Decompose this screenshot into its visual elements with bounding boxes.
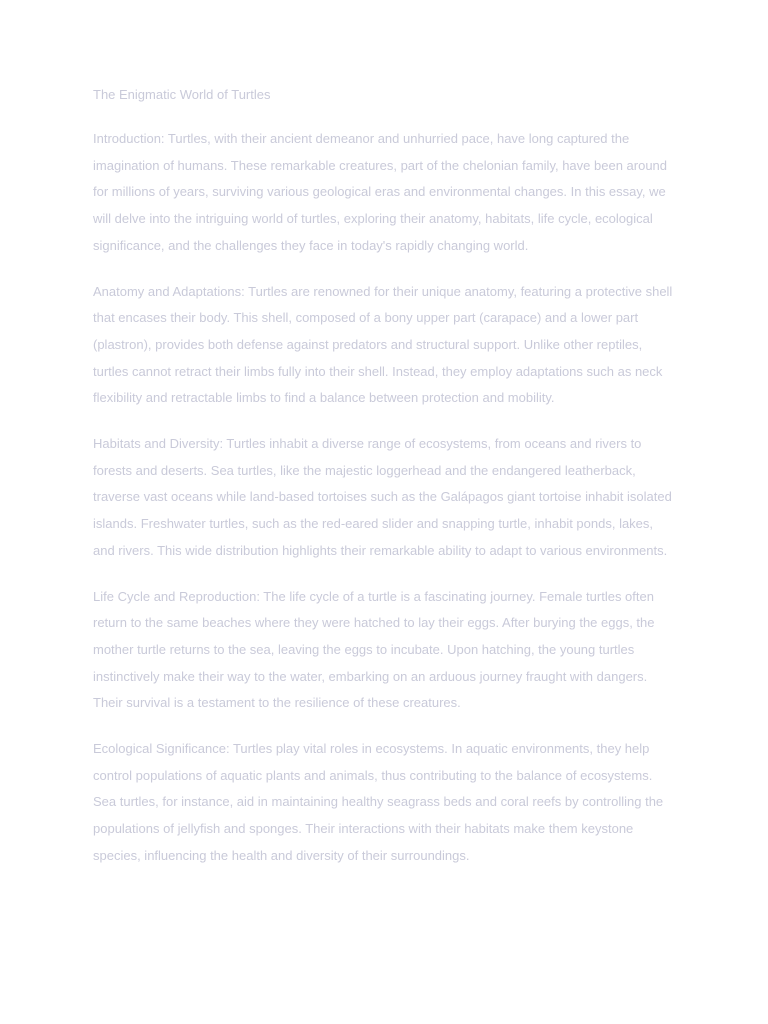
document-title: The Enigmatic World of Turtles xyxy=(93,87,271,102)
paragraph-ecological: Ecological Significance: Turtles play vital roles in ecosystems. In aquatic environments, they help control populations of aquatic plants and animals, thus contributing to the balance of ecosystems. Sea turtles, for instance, aid in maintaining healthy seagrass beds and coral reefs by controlling the populations of jellyfish and sponges. Their interactions with their habitats make them keystone species, influencing the health and diversity of their surroundings. xyxy=(93,741,664,863)
paragraph-life-cycle: Life Cycle and Reproduction: The life cycle of a turtle is a fascinating journey. Female turtles often return to the same beaches where they were hatched to lay their eggs. After burying the eggs, the mother turtle returns to the sea, leaving the eggs to incubate. Upon hatching, the young turtles instinctively make their way to the water, embarking on an arduous journey fraught with dangers. Their survival is a testament to the resilience of these creatures. xyxy=(93,588,655,711)
document-page xyxy=(93,83,678,889)
paragraph-habitats: Habitats and Diversity: Turtles inhabit a diverse range of ecosystems, from oceans and rivers to forests and deserts. Sea turtles, like the majestic loggerhead and the endangered leatherback, traverse vast oceans while land-based tortoises such as the Galápagos giant tortoise inhabit isolated islands. Freshwater turtles, such as the red-eared slider and snapping turtle, inhabit ponds, lakes, and rivers. This wide distribution highlights their remarkable ability to adapt to various environments. xyxy=(93,436,672,558)
paragraph-introduction: Introduction: Turtles, with their ancient demeanor and unhurried pace, have long captured the imagination of humans. These remarkable creatures, part of the chelonian family, have been around for millions of years, surviving various geological eras and environmental changes. In this essay, we will delve into the intriguing world of turtles, exploring their anatomy, habitats, life cycle, ecological significance, and the challenges they face in today's rapidly changing world. xyxy=(93,131,668,253)
paragraph-anatomy: Anatomy and Adaptations: Turtles are renowned for their unique anatomy, featuring a protective shell that encases their body. This shell, composed of a bony upper part (carapace) and a lower part (plastron), provides both defense against predators and structural support. Unlike other reptiles, turtles cannot retract their limbs fully into their shell. Instead, they employ adaptations such as neck flexibility and retractable limbs to find a balance between protection and mobility. xyxy=(93,283,673,406)
